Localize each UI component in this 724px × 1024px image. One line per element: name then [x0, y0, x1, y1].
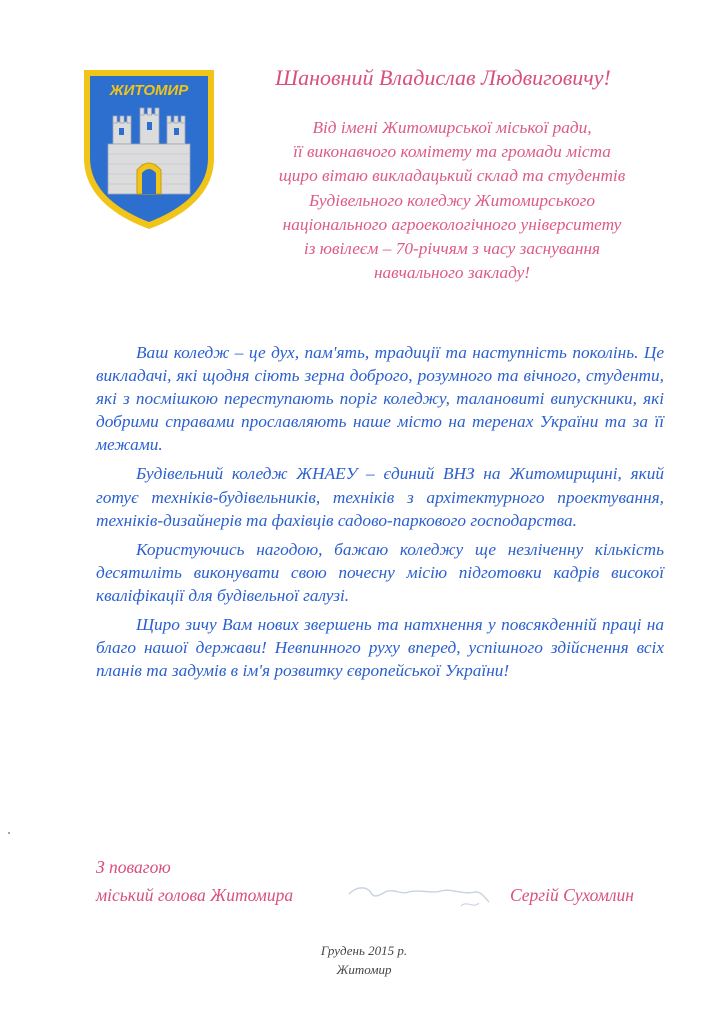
greeting-line: навчального закладу! — [373, 263, 531, 283]
greeting-line: Будівельного коледжу Житомирського — [308, 190, 596, 210]
greeting-line: із ювілеєм – 70-річчям з часу заснування — [303, 239, 601, 259]
body-paragraph: Користуючись нагодою, бажаю коледжу ще незліченну кількість десятиліть виконувати свою почесну місію підготовки кадрів високої кваліфікації для будівельної галузі. — [96, 539, 664, 605]
greeting-block — [232, 116, 672, 285]
body-paragraph: Будівельний коледж ЖНАЕУ – єдиний ВНЗ на Житомирщині, який готує техніків-будівельників, техніків з архітектурного проектування, техніків-дизайнерів та фахівців садово-паркового господарства. — [96, 464, 664, 530]
letter-footer — [284, 941, 444, 979]
signer-title: міський голова Житомира — [96, 885, 294, 905]
footer-date: Грудень 2015 р. — [320, 943, 408, 958]
coat-of-arms-icon — [80, 66, 218, 232]
signer-name: Сергій Сухомлин — [510, 885, 634, 905]
salutation: Шановний Владислав Людвиговичу! — [275, 65, 611, 90]
scan-speck — [8, 832, 10, 834]
greeting-line: її виконавчого комітету та громади міста — [293, 142, 611, 162]
greeting-line: Від імені Житомирської міської ради, — [312, 118, 592, 137]
handwritten-signature-icon — [343, 876, 493, 916]
emblem-banner-text: ЖИТОМИР — [109, 82, 189, 99]
closing-text: З повагою — [96, 857, 171, 877]
letter-body — [96, 341, 664, 688]
body-paragraph: Щиро зичу Вам нових звершень та натхнення у повсякденній праці на благо нашої держави! Невпинного руху вперед, успішного здійснення всіх планів та задумів в ім'я розвитку європейської України! — [96, 615, 664, 681]
greeting-line: національного агроекологічного університету — [282, 214, 622, 234]
body-paragraph: Ваш коледж – це дух, пам'ять, традиції та наступність поколінь. Це викладачі, які щодня сіють зерна доброго, розумного та вічного, студенти, які з посмішкою переступають поріг коледжу, талановиті випускники, які добрими справами прославляють наше місто на теренах України та за її межами. — [96, 343, 664, 455]
footer-city: Житомир — [336, 962, 392, 977]
greeting-line: щиро вітаю викладацький склад та студентів — [278, 166, 626, 186]
